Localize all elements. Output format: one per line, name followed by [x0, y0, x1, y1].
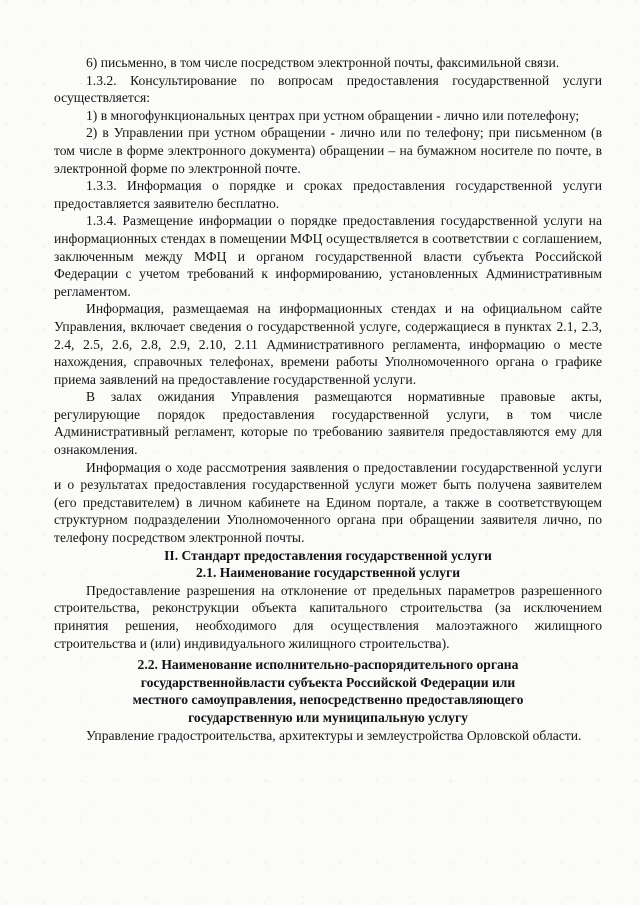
paragraph-info-stands: Информация, размещаемая на информационных стендах и на официальном сайте Управления, включает сведения о государственной услуге, содержащиеся в пунктах 2.1, 2.3, 2.4, 2.5, 2.6, 2.8, 2.9, 2.10, 2.11 Административного регламента, информацию о месте нахождения, справочных телефонах, времени работы Уполномоченного органа о графике приема заявлений на предоставление государственной услуги.: [54, 301, 602, 387]
paragraph-mfc-consult: 1) в многофункциональных центрах при устном обращении - лично или потелефону;: [86, 107, 580, 123]
paragraph-office-consult: 2) в Управлении при устном обращении - лично или по телефону; при письменном (в том числе в форме электронного документа) обращении – на бумажном носителе по почте, в электронной форме по электронной почте.: [54, 125, 602, 176]
section-2-2-title-line3: местного самоуправления, непосредственно предоставляющего: [132, 692, 524, 708]
paragraph-1-3-2: 1.3.2. Консультирование по вопросам предоставления государственной услуги осуществляется:: [54, 72, 602, 106]
section-2-1-text: Предоставление разрешения на отклонение от предельных параметров разрешенного строительства, реконструкции объекта капитального строительства (за исключением принятия решения, необходимого для осуществления малоэтажного жилищного строительства и (или) индивидуального жилищного строительства).: [54, 582, 602, 651]
paragraph-1-3-3: 1.3.3. Информация о порядке и сроках предоставления государственной услуги предоставляется заявителю бесплатно.: [54, 178, 602, 211]
paragraph-waiting-rooms: В залах ожидания Управления размещаются нормативные правовые акты, регулирующие порядок предоставления государственной услуги, в том числе Административный регламент, которые по требованию заявителя предоставляются ему для ознакомления.: [54, 389, 602, 458]
paragraph-status-info: Информация о ходе рассмотрения заявления о предоставлении государственной услуги и о результатах предоставления государственной услуги может быть получена заявителем (его представителем) в личном кабинете на Едином портале, а также в соответствующем структурном подразделении Уполномоченного органа при обращении заявителя лично, по телефону посредством электронной почты.: [54, 459, 602, 546]
paragraph-1-3-4: 1.3.4. Размещение информации о порядке предоставления государственной услуги на информационных стендах в помещении МФЦ осуществляется в соответствии с соглашением, заключенным между МФЦ и органом государственной власти субъекта Российской Федерации с учетом требований к информированию, установленных Административным регламентом.: [54, 213, 602, 299]
section-2-2-title-line4: государственную или муниципальную услугу: [188, 709, 468, 725]
section-2-2-text: Управление градостроительства, архитектуры и землеустройства Орловской области.: [86, 727, 582, 743]
section-2-2-title-line1: 2.2. Наименование исполнительно-распорядительного органа: [137, 657, 519, 673]
section-2-1-title: 2.1. Наименование государственной услуги: [195, 565, 461, 581]
document-page: [54, 54, 602, 744]
section-2-2-title-line2: государственнойвласти субъекта Российской Федерации или: [140, 674, 516, 690]
section-2-title: II. Стандарт предоставления государственной услуги: [164, 547, 492, 563]
paragraph-item-6: 6) письменно, в том числе посредством электронной почты, факсимильной связи.: [86, 55, 560, 70]
